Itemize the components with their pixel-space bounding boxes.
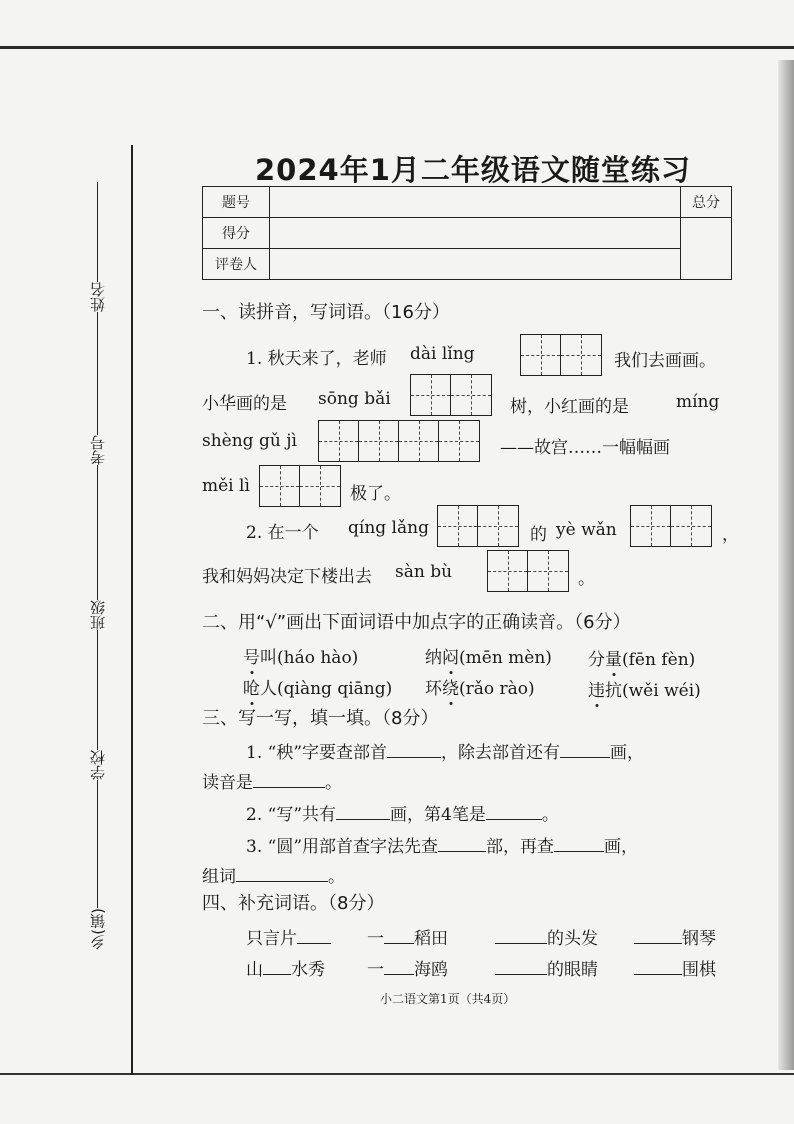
pinyin: shèng gǔ jì bbox=[202, 431, 297, 451]
s3-q3-text: 画， bbox=[604, 837, 639, 857]
side-label: 姓名 bbox=[88, 282, 107, 312]
reading-item[interactable] bbox=[425, 643, 552, 668]
word-part: 一 bbox=[367, 960, 384, 980]
pinyin-choices: (mēn mèn) bbox=[459, 648, 552, 668]
answer-blank[interactable] bbox=[495, 960, 547, 975]
word-part: 的头发 bbox=[547, 929, 598, 949]
fill-word bbox=[634, 924, 716, 949]
side-label: 学校 bbox=[88, 750, 107, 780]
s1-line4-end: 极了。 bbox=[350, 484, 401, 504]
reading-item[interactable] bbox=[243, 643, 358, 668]
writing-grid[interactable] bbox=[487, 550, 569, 592]
total-label: 总分 bbox=[681, 187, 732, 218]
reading-item[interactable] bbox=[588, 645, 695, 670]
s1-line1-end: 我们去画画。 bbox=[614, 351, 716, 371]
binding-line bbox=[131, 145, 133, 1075]
answer-blank[interactable] bbox=[384, 960, 414, 975]
s1-line2-mid: 树，小红画的是 bbox=[510, 397, 629, 417]
score-table bbox=[202, 186, 732, 280]
pinyin: sōng bǎi bbox=[318, 389, 391, 409]
pinyin: měi lì bbox=[202, 476, 250, 496]
section-3-heading: 三、写一写，填一填。（8分） bbox=[202, 708, 439, 729]
s1-line3-end: ——故宫……一幅幅画 bbox=[500, 438, 670, 458]
pinyin-choices: (wěi wéi) bbox=[622, 681, 701, 701]
answer-blank[interactable] bbox=[634, 960, 682, 975]
fill-word bbox=[634, 955, 716, 980]
pinyin: dài lǐng bbox=[410, 344, 475, 364]
word-part: 的眼睛 bbox=[547, 960, 598, 980]
s3-q1-text: 。 bbox=[325, 773, 342, 793]
s1-line5-de: 的 bbox=[530, 525, 547, 545]
pinyin-choices: (háo hào) bbox=[277, 648, 359, 668]
section-4-heading: 四、补充词语。（8分） bbox=[202, 893, 385, 914]
section-1-heading: 一、读拼音，写词语。（16分） bbox=[202, 302, 450, 323]
answer-blank[interactable] bbox=[486, 805, 542, 820]
answer-blank[interactable] bbox=[384, 929, 414, 944]
dotted-char: 闷 bbox=[442, 648, 459, 668]
s1-line5-comma: ， bbox=[722, 525, 739, 545]
writing-grid[interactable] bbox=[259, 465, 341, 507]
writing-grid[interactable] bbox=[520, 334, 602, 376]
section-2-heading: 二、用“√”画出下面词语中加点字的正确读音。（6分） bbox=[202, 612, 631, 633]
s3-q2-text: 。 bbox=[541, 805, 559, 825]
s3-q2-text: 画，第4笔是 bbox=[390, 805, 486, 825]
reading-item[interactable] bbox=[588, 676, 701, 701]
score-row-label: 评卷人 bbox=[203, 249, 270, 280]
s3-q2-text: 2. “写”共有 bbox=[246, 805, 337, 825]
s3-q3-text: 部，再查 bbox=[486, 837, 555, 857]
writing-grid[interactable] bbox=[318, 420, 480, 462]
dotted-char: 号 bbox=[243, 648, 260, 668]
s1-line6-text: 我和妈妈决定下楼出去 bbox=[202, 567, 372, 587]
score-row-label: 题号 bbox=[203, 187, 270, 218]
fill-word bbox=[367, 924, 448, 949]
s1-line6-end: 。 bbox=[578, 569, 595, 589]
answer-blank[interactable] bbox=[495, 929, 547, 944]
char: 环 bbox=[425, 679, 442, 699]
s3-q1-text: 读音是 bbox=[202, 773, 253, 793]
side-field-town bbox=[86, 868, 108, 950]
pinyin: sàn bù bbox=[395, 562, 453, 582]
s1-line5-text: 2. 在一个 bbox=[246, 523, 319, 543]
char: 人 bbox=[260, 679, 277, 699]
s3-q1-text: ，除去部首还有 bbox=[441, 743, 561, 763]
pinyin-choices: (rǎo rào) bbox=[459, 679, 535, 699]
total-score-cell[interactable] bbox=[681, 218, 732, 280]
fill-word bbox=[367, 955, 448, 980]
word-part: 围棋 bbox=[682, 960, 716, 980]
side-field-school bbox=[86, 680, 108, 870]
page-top-edge bbox=[0, 46, 794, 49]
char: 叫 bbox=[260, 648, 277, 668]
dotted-char: 绕 bbox=[442, 679, 459, 699]
s1-line1-text: 1. 秋天来了，老师 bbox=[246, 349, 387, 369]
writing-grid[interactable] bbox=[410, 374, 492, 416]
writing-grid[interactable] bbox=[630, 505, 712, 547]
page-title: 2024年1月二年级语文随堂练习 bbox=[255, 153, 691, 187]
score-cell[interactable] bbox=[270, 249, 681, 280]
pinyin-choices: (qiàng qiāng) bbox=[277, 679, 393, 699]
word-part: 海鸥 bbox=[414, 960, 448, 980]
fill-word bbox=[495, 924, 598, 949]
dotted-char: 呛 bbox=[243, 679, 260, 699]
score-cell[interactable] bbox=[270, 218, 681, 249]
side-label: 乡(镇) bbox=[88, 908, 107, 950]
writing-grid[interactable] bbox=[437, 505, 519, 547]
fill-word bbox=[246, 924, 331, 949]
score-cell[interactable] bbox=[270, 187, 681, 218]
word-part: 水秀 bbox=[291, 960, 325, 980]
page-footer: 小二语文第1页（共4页） bbox=[380, 992, 516, 1006]
answer-blank[interactable] bbox=[236, 867, 328, 882]
side-label: 考号 bbox=[88, 435, 107, 465]
answer-blank[interactable] bbox=[297, 929, 331, 944]
s3-q1-text: 画， bbox=[610, 743, 645, 763]
word-part: 山 bbox=[246, 960, 263, 980]
dotted-char: 违 bbox=[588, 681, 605, 701]
dotted-char: 量 bbox=[605, 650, 622, 670]
reading-item[interactable] bbox=[425, 674, 535, 699]
s3-q1-cont bbox=[202, 768, 342, 793]
pinyin: qíng lǎng bbox=[348, 518, 429, 538]
char: 分 bbox=[588, 650, 605, 670]
s3-q2 bbox=[246, 800, 559, 825]
answer-blank[interactable] bbox=[554, 837, 604, 852]
answer-blank[interactable] bbox=[253, 773, 325, 788]
s3-q1 bbox=[246, 738, 644, 763]
s1-line2-text: 小华画的是 bbox=[202, 394, 287, 414]
word-part: 钢琴 bbox=[682, 929, 716, 949]
s3-q3-text: 组词 bbox=[202, 867, 236, 887]
scan-shadow bbox=[778, 60, 794, 1070]
side-label: 班级 bbox=[88, 600, 107, 630]
char: 纳 bbox=[425, 648, 442, 668]
answer-blank[interactable] bbox=[336, 805, 390, 820]
answer-blank[interactable] bbox=[634, 929, 682, 944]
fill-word bbox=[246, 955, 325, 980]
fill-word bbox=[495, 955, 598, 980]
score-row-label: 得分 bbox=[203, 218, 270, 249]
s3-q3 bbox=[246, 832, 638, 857]
word-part: 一 bbox=[367, 929, 384, 949]
word-part: 稻田 bbox=[414, 929, 448, 949]
answer-blank[interactable] bbox=[560, 743, 610, 758]
pinyin-choices: (fēn fèn) bbox=[622, 650, 696, 670]
s3-q3-text: 3. “圆”用部首查字法先查 bbox=[246, 837, 439, 857]
s3-q1-text: 1. “秧”字要查部首 bbox=[246, 743, 388, 763]
side-field-name bbox=[86, 182, 108, 372]
char: 抗 bbox=[605, 681, 622, 701]
answer-blank[interactable] bbox=[387, 743, 441, 758]
reading-item[interactable] bbox=[243, 674, 392, 699]
word-part: 只言片 bbox=[246, 929, 297, 949]
pinyin: míng bbox=[676, 392, 720, 412]
answer-blank[interactable] bbox=[438, 837, 486, 852]
answer-blank[interactable] bbox=[263, 960, 291, 975]
page-bottom-edge bbox=[0, 1073, 794, 1075]
pinyin: yè wǎn bbox=[556, 520, 617, 540]
s3-q3-cont bbox=[202, 862, 345, 887]
s3-q3-text: 。 bbox=[328, 867, 345, 887]
